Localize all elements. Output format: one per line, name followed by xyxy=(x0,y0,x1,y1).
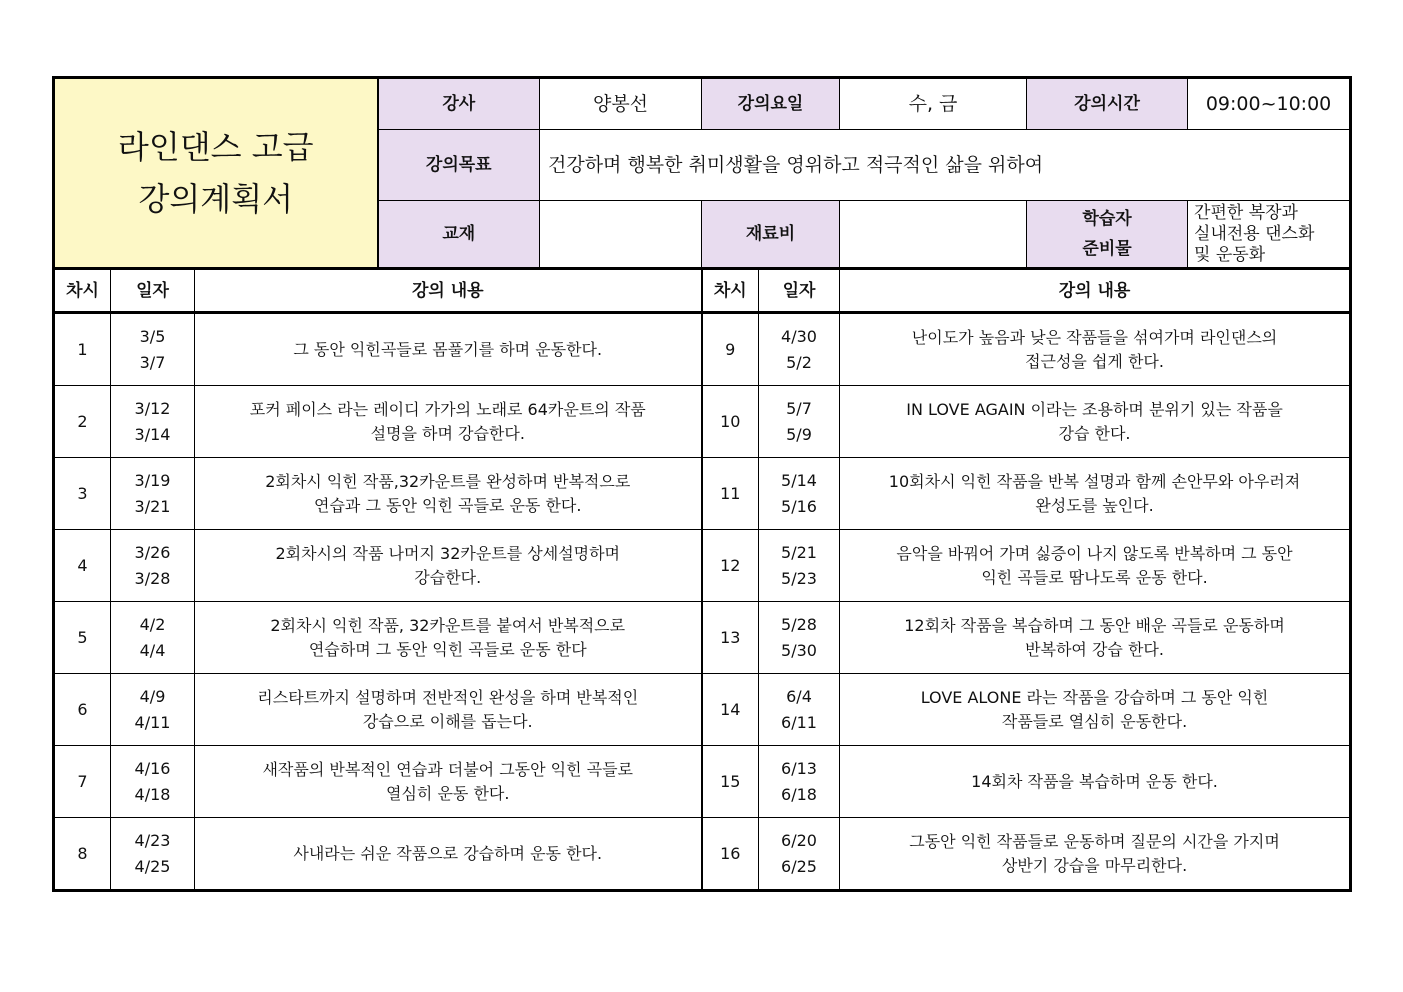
session-content-line-1: 새작품의 반복적인 연습과 더불어 그동안 익힌 곡들로 xyxy=(262,759,634,779)
session-content-line-1: 난이도가 높음과 낮은 작품들을 섞여가며 라인댄스의 xyxy=(911,327,1278,347)
session-dates xyxy=(111,313,195,386)
session-date-1: 4/2 xyxy=(139,614,166,634)
session-number: 12 xyxy=(702,530,759,602)
session-content-line-2: 완성도를 높인다. xyxy=(1035,495,1154,515)
session-date-2: 4/4 xyxy=(139,640,166,660)
schedule-row xyxy=(54,530,1351,602)
session-content-line-1: 그 동안 익힌곡들로 몸풀기를 하며 운동한다. xyxy=(293,339,603,359)
session-date-2: 5/30 xyxy=(781,640,817,660)
session-content-line-1: 그동안 익힌 작품들로 운동하며 질문의 시간을 가지며 xyxy=(909,831,1280,851)
prep-line-2: 실내전용 댄스화 xyxy=(1194,223,1315,244)
prep-label-line-1: 학습자 xyxy=(1082,209,1132,229)
session-content xyxy=(195,386,702,458)
session-content xyxy=(195,746,702,818)
session-date-1: 5/7 xyxy=(786,398,812,418)
header-content-left: 강의 내용 xyxy=(195,269,702,313)
session-number: 11 xyxy=(702,458,759,530)
session-content xyxy=(195,818,702,891)
session-content-line-1: 리스타트까지 설명하며 전반적인 완성을 하며 반복적인 xyxy=(257,687,639,707)
session-date-1: 4/16 xyxy=(134,758,171,778)
session-dates xyxy=(759,746,840,818)
goal-value: 건강하며 행복한 취미생활을 영위하고 적극적인 삶을 위하여 xyxy=(540,130,1351,201)
session-date-2: 6/25 xyxy=(781,856,817,876)
session-dates xyxy=(111,530,195,602)
session-content-line-2: 설명을 하며 강습한다. xyxy=(370,423,525,443)
session-dates xyxy=(111,458,195,530)
session-number: 4 xyxy=(54,530,111,602)
schedule-body xyxy=(54,313,1351,891)
session-content-line-1: 12회차 작품을 복습하며 그 동안 배운 곡들로 운동하며 xyxy=(904,615,1285,635)
session-content xyxy=(840,674,1351,746)
time-value: 09:00~10:00 xyxy=(1188,78,1351,130)
session-date-2: 3/14 xyxy=(134,424,171,444)
header-session-left: 차시 xyxy=(54,269,111,313)
session-date-1: 4/23 xyxy=(134,830,171,850)
session-date-1: 3/19 xyxy=(134,470,171,490)
session-date-1: 3/26 xyxy=(134,542,171,562)
days-label: 강의요일 xyxy=(702,78,840,130)
lecture-plan-table xyxy=(52,76,1352,892)
session-date-2: 6/18 xyxy=(781,784,817,804)
session-dates xyxy=(111,386,195,458)
session-number: 5 xyxy=(54,602,111,674)
session-number: 8 xyxy=(54,818,111,891)
lecture-plan-document xyxy=(52,76,1349,892)
instructor-label: 강사 xyxy=(378,78,540,130)
schedule-header-row xyxy=(54,269,1351,313)
session-date-1: 5/28 xyxy=(781,614,817,634)
session-content-line-1: 2회차시 익힌 작품, 32카운트를 붙여서 반복적으로 xyxy=(270,615,626,635)
session-content xyxy=(840,530,1351,602)
header-date-left: 일자 xyxy=(111,269,195,313)
session-content-line-1: 2회차시 익힌 작품,32카운트를 완성하며 반복적으로 xyxy=(265,471,631,491)
goal-label: 강의목표 xyxy=(378,130,540,201)
prep-line-3: 및 운동화 xyxy=(1194,244,1266,265)
session-content-line-2: 강습으로 이해를 돕는다. xyxy=(362,711,533,731)
session-dates xyxy=(759,313,840,386)
session-date-1: 6/20 xyxy=(781,830,817,850)
session-content-line-1: IN LOVE AGAIN 이라는 조용하며 분위기 있는 작품을 xyxy=(906,399,1283,419)
session-date-1: 3/5 xyxy=(139,326,166,346)
title-line-1: 라인댄스 고급 xyxy=(117,128,314,166)
session-content xyxy=(195,458,702,530)
session-date-1: 3/12 xyxy=(134,398,171,418)
title-line-2: 강의계획서 xyxy=(138,180,294,218)
material-fee-label: 재료비 xyxy=(702,201,840,269)
session-content-line-2: 반복하여 강습 한다. xyxy=(1025,639,1164,659)
session-dates xyxy=(759,386,840,458)
session-content xyxy=(195,674,702,746)
textbook-label: 교재 xyxy=(378,201,540,269)
session-date-2: 3/28 xyxy=(134,568,171,588)
session-content xyxy=(840,746,1351,818)
session-content xyxy=(840,602,1351,674)
prep-value xyxy=(1188,201,1351,269)
schedule-row xyxy=(54,458,1351,530)
session-content xyxy=(840,313,1351,386)
session-content-line-1: LOVE ALONE 라는 작품을 강습하며 그 동안 익힌 xyxy=(920,687,1269,707)
session-content-line-2: 강습 한다. xyxy=(1058,423,1131,443)
session-number: 3 xyxy=(54,458,111,530)
session-content-line-2: 연습하며 그 동안 익힌 곡들로 운동 한다 xyxy=(308,639,587,659)
session-number: 16 xyxy=(702,818,759,891)
schedule-row xyxy=(54,602,1351,674)
session-dates xyxy=(111,602,195,674)
session-content-line-2: 작품들로 열심히 운동한다. xyxy=(1001,711,1188,731)
textbook-value xyxy=(540,201,702,269)
material-fee-value xyxy=(840,201,1027,269)
session-content-line-2: 강습한다. xyxy=(414,567,482,587)
schedule-row xyxy=(54,818,1351,891)
session-number: 9 xyxy=(702,313,759,386)
session-dates xyxy=(111,818,195,891)
session-date-1: 4/30 xyxy=(781,326,817,346)
session-content-line-1: 2회차시의 작품 나머지 32카운트를 상세설명하며 xyxy=(275,543,621,563)
session-number: 14 xyxy=(702,674,759,746)
session-date-2: 3/7 xyxy=(139,352,166,372)
session-number: 6 xyxy=(54,674,111,746)
prep-label xyxy=(1027,201,1188,269)
session-content-line-1: 14회차 작품을 복습하며 운동 한다. xyxy=(971,771,1218,791)
session-dates xyxy=(759,458,840,530)
session-content-line-2: 연습과 그 동안 익힌 곡들로 운동 한다. xyxy=(314,495,582,515)
session-number: 13 xyxy=(702,602,759,674)
session-number: 15 xyxy=(702,746,759,818)
schedule-row xyxy=(54,313,1351,386)
schedule-row xyxy=(54,674,1351,746)
session-dates xyxy=(759,602,840,674)
session-content xyxy=(840,818,1351,891)
session-dates xyxy=(111,674,195,746)
session-date-1: 6/13 xyxy=(781,758,817,778)
header-content-right: 강의 내용 xyxy=(840,269,1351,313)
session-date-2: 6/11 xyxy=(781,712,817,732)
session-date-2: 5/16 xyxy=(781,496,817,516)
session-content-line-2: 익힌 곡들로 땀나도록 운동 한다. xyxy=(981,567,1208,587)
session-content-line-1: 음악을 바꿔어 가며 싫증이 나지 않도록 반복하며 그 동안 xyxy=(896,543,1293,563)
session-content xyxy=(840,386,1351,458)
session-content xyxy=(195,313,702,386)
session-date-1: 5/14 xyxy=(781,470,817,490)
session-number: 2 xyxy=(54,386,111,458)
session-date-2: 3/21 xyxy=(134,496,171,516)
session-date-2: 4/18 xyxy=(134,784,171,804)
session-content-line-1: 포커 페이스 라는 레이디 가가의 노래로 64카운트의 작품 xyxy=(249,399,646,419)
session-dates xyxy=(759,530,840,602)
session-date-2: 4/25 xyxy=(134,856,171,876)
days-value: 수, 금 xyxy=(840,78,1027,130)
session-dates xyxy=(759,674,840,746)
session-date-2: 4/11 xyxy=(134,712,171,732)
session-content-line-2: 열심히 운동 한다. xyxy=(386,783,510,803)
session-content-line-2: 접근성을 쉽게 한다. xyxy=(1025,351,1164,371)
session-dates xyxy=(111,746,195,818)
session-content xyxy=(840,458,1351,530)
prep-line-1: 간편한 복장과 xyxy=(1194,202,1298,223)
session-number: 7 xyxy=(54,746,111,818)
session-content-line-1: 사내라는 쉬운 작품으로 강습하며 운동 한다. xyxy=(293,843,603,863)
session-content xyxy=(195,530,702,602)
session-date-2: 5/2 xyxy=(786,352,812,372)
session-date-2: 5/23 xyxy=(781,568,817,588)
header-date-right: 일자 xyxy=(759,269,840,313)
prep-label-line-2: 준비물 xyxy=(1082,239,1132,259)
document-title xyxy=(54,78,378,269)
session-date-2: 5/9 xyxy=(786,424,812,444)
session-content xyxy=(195,602,702,674)
session-date-1: 4/9 xyxy=(139,686,166,706)
time-label: 강의시간 xyxy=(1027,78,1188,130)
instructor-value: 양봉선 xyxy=(540,78,702,130)
session-date-1: 5/21 xyxy=(781,542,817,562)
session-number: 1 xyxy=(54,313,111,386)
schedule-row xyxy=(54,746,1351,818)
session-date-1: 6/4 xyxy=(786,686,812,706)
session-dates xyxy=(759,818,840,891)
session-content-line-1: 10회차시 익힌 작품을 반복 설명과 함께 손안무와 아우러져 xyxy=(888,471,1301,491)
schedule-row xyxy=(54,386,1351,458)
header-session-right: 차시 xyxy=(702,269,759,313)
session-content-line-2: 상반기 강습을 마무리한다. xyxy=(1001,855,1188,875)
session-number: 10 xyxy=(702,386,759,458)
